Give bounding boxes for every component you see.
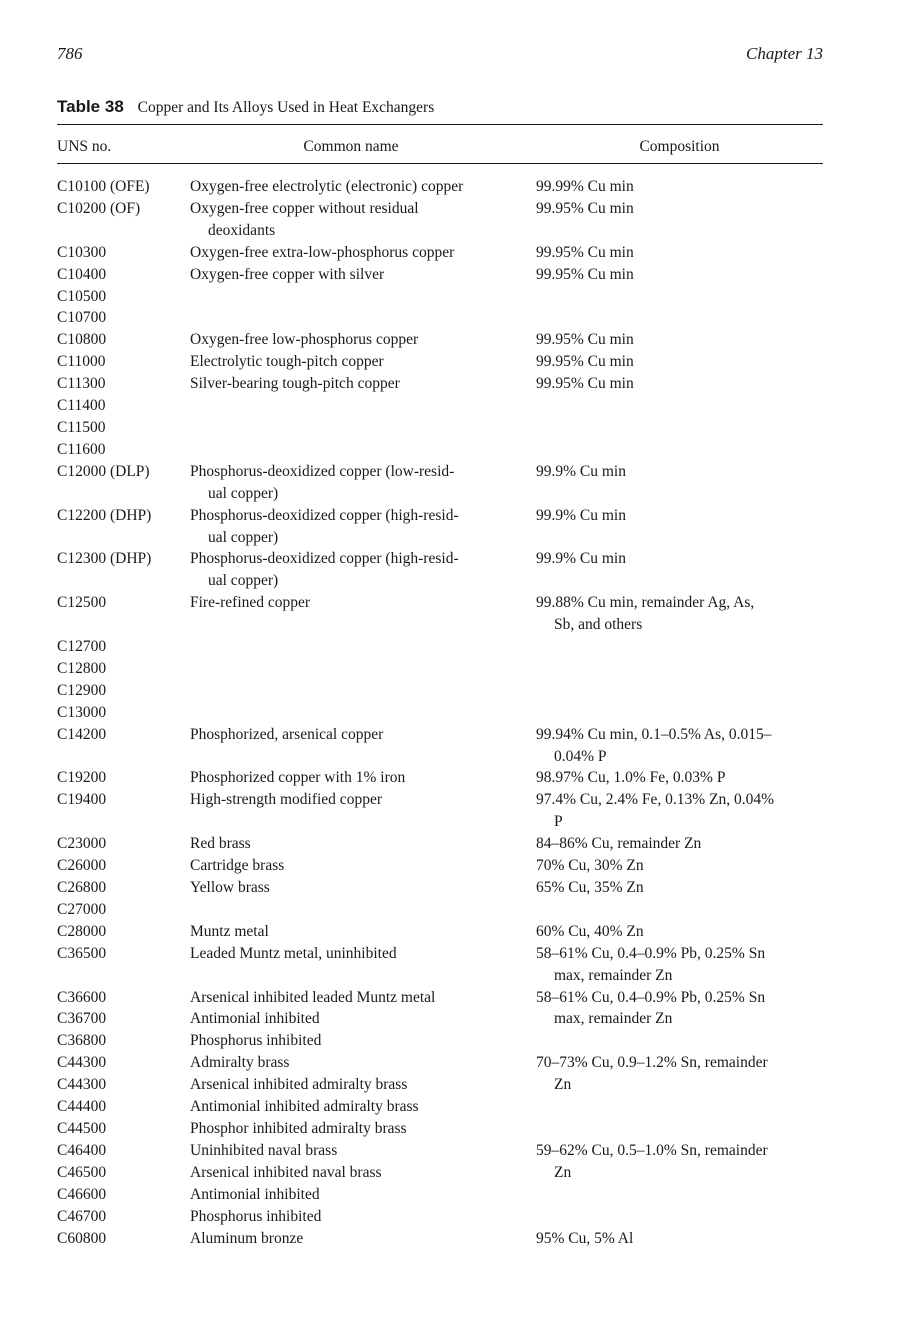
table-title: Copper and Its Alloys Used in Heat Exchangers: [137, 99, 435, 116]
table-row: [57, 329, 823, 351]
uns-number: C12900: [57, 681, 107, 699]
common-name-text: Arsenical inhibited admiralty brass: [190, 1076, 408, 1094]
composition-text: 99.95% Cu min: [536, 199, 634, 217]
composition: [536, 351, 823, 373]
common-name: [190, 877, 536, 899]
table-row: [57, 373, 823, 395]
common-name-text: Oxygen-free low-phosphorus copper: [190, 331, 419, 349]
common-name: [190, 351, 536, 373]
common-name: [190, 658, 536, 680]
common-name-text: Phosphor inhibited admiralty brass: [190, 1119, 407, 1137]
composition: [536, 724, 823, 768]
uns-number: C36800: [57, 1032, 107, 1050]
common-name: [190, 198, 536, 242]
common-name: [190, 724, 536, 768]
common-name: [190, 395, 536, 417]
uns-number: C46400: [57, 1141, 107, 1159]
common-name: [190, 833, 536, 855]
common-name: [190, 921, 536, 943]
table-caption: [57, 97, 434, 117]
table-row: [57, 198, 823, 242]
table-row: [57, 1206, 823, 1228]
composition-text: 99.95% Cu min: [536, 265, 634, 283]
table-row: [57, 417, 823, 439]
composition-text: 99.88% Cu min, remainder Ag, As, Sb, and others: [536, 594, 755, 634]
common-name-text: Oxygen-free copper without residual deoxidants: [190, 199, 419, 239]
common-name: [190, 1184, 536, 1206]
common-name: [190, 987, 536, 1009]
common-name-text: Phosphorus-deoxidized copper (low-resid- ual copper): [190, 462, 455, 502]
composition-text: 99.9% Cu min: [536, 462, 626, 480]
table-row: [57, 987, 823, 1009]
column-header-common-name: Common name: [303, 138, 399, 155]
composition-text: 58–61% Cu, 0.4–0.9% Pb, 0.25% Sn max, remainder Zn: [536, 944, 766, 984]
common-name-text: Oxygen-free electrolytic (electronic) copper: [190, 178, 464, 195]
uns-number: C11400: [57, 397, 106, 415]
common-name: [190, 439, 536, 461]
uns-number: C13000: [57, 703, 107, 721]
table-row: [57, 1184, 823, 1206]
table-row: [57, 767, 823, 789]
composition: [536, 198, 823, 242]
common-name-text: Phosphorus-deoxidized copper (high-resid- ual copper): [190, 550, 459, 590]
uns-number: C12800: [57, 659, 107, 677]
table-row: [57, 702, 823, 724]
table-row: [57, 439, 823, 461]
table-header-rule: [57, 163, 823, 164]
uns-number: C12200 (DHP): [57, 506, 152, 524]
common-name: [190, 855, 536, 877]
common-name: [190, 417, 536, 439]
composition: [536, 1096, 823, 1118]
uns-number: C44500: [57, 1119, 107, 1137]
composition: [536, 1162, 823, 1184]
common-name-text: Yellow brass: [190, 879, 270, 896]
common-name-text: Antimonial inhibited admiralty brass: [190, 1098, 419, 1116]
common-name: [190, 1140, 536, 1162]
composition-text: 59–62% Cu, 0.5–1.0% Sn, remainder: [536, 1141, 768, 1159]
composition: [536, 176, 823, 198]
uns-number: C19400: [57, 791, 107, 809]
common-name-text: Phosphorus-deoxidized copper (high-resid- ual copper): [190, 506, 459, 546]
composition-text: 99.9% Cu min: [536, 506, 626, 524]
common-name-text: Arsenical inhibited leaded Muntz metal: [190, 988, 436, 1006]
table-row: [57, 724, 823, 768]
table-row: [57, 176, 823, 198]
table-row: [57, 351, 823, 373]
table-row: [57, 307, 823, 329]
common-name: [190, 789, 536, 833]
common-name-text: Oxygen-free extra-low-phosphorus copper: [190, 243, 455, 261]
composition: [536, 987, 823, 1009]
uns-number: C14200: [57, 725, 107, 743]
common-name-text: Antimonial inhibited: [190, 1010, 320, 1028]
table-row: [57, 636, 823, 658]
composition-text: Zn: [554, 1076, 572, 1094]
uns-number: C10800: [57, 331, 107, 349]
table-top-rule: [57, 124, 823, 125]
composition: [536, 877, 823, 899]
common-name: [190, 1118, 536, 1140]
uns-number: C19200: [57, 769, 107, 787]
uns-number: C23000: [57, 835, 107, 853]
common-name-text: Phosphorized copper with 1% iron: [190, 769, 406, 787]
uns-number: C10500: [57, 287, 107, 305]
composition: [536, 1184, 823, 1206]
uns-number: C12500: [57, 594, 107, 612]
uns-number: C27000: [57, 900, 107, 918]
uns-number: C36700: [57, 1010, 107, 1028]
column-header-uns: UNS no.: [57, 138, 112, 155]
uns-number: C12300 (DHP): [57, 550, 152, 568]
table-row: [57, 1162, 823, 1184]
common-name: [190, 1030, 536, 1052]
common-name: [190, 264, 536, 286]
composition-text: 99.94% Cu min, 0.1–0.5% As, 0.015– 0.04% P: [536, 725, 772, 765]
composition: [536, 264, 823, 286]
uns-number: C12000 (DLP): [57, 462, 150, 480]
table-row: [57, 242, 823, 264]
composition: [536, 1206, 823, 1228]
common-name: [190, 1206, 536, 1228]
composition: [536, 921, 823, 943]
common-name: [190, 329, 536, 351]
common-name-text: Oxygen-free copper with silver: [190, 265, 385, 283]
composition-text: 99.95% Cu min: [536, 331, 634, 349]
common-name-text: Red brass: [190, 835, 251, 853]
common-name-text: Aluminum bronze: [190, 1229, 304, 1247]
table-row: [57, 1096, 823, 1118]
composition: [536, 1118, 823, 1140]
composition: [536, 1074, 823, 1096]
uns-number: C11000: [57, 353, 106, 371]
table-row: [57, 1118, 823, 1140]
composition: [536, 417, 823, 439]
composition-text: max, remainder Zn: [554, 1010, 673, 1028]
common-name: [190, 1074, 536, 1096]
common-name: [190, 1008, 536, 1030]
uns-number: C10300: [57, 243, 107, 261]
composition-text: Zn: [554, 1163, 572, 1181]
composition-text: 99.9% Cu min: [536, 550, 626, 568]
table-row: [57, 789, 823, 833]
common-name: [190, 1052, 536, 1074]
uns-number: C11500: [57, 418, 106, 436]
common-name: [190, 767, 536, 789]
table-row: [57, 855, 823, 877]
common-name: [190, 1228, 536, 1250]
composition-text: 60% Cu, 40% Zn: [536, 922, 644, 940]
composition: [536, 242, 823, 264]
uns-number: C10200 (OF): [57, 199, 141, 217]
table-row: [57, 877, 823, 899]
composition-text: 99.95% Cu min: [536, 375, 634, 393]
composition: [536, 855, 823, 877]
table-row: [57, 921, 823, 943]
table-row: [57, 395, 823, 417]
table-row: [57, 461, 823, 505]
page-number: 786: [57, 44, 83, 63]
composition-text: 95% Cu, 5% Al: [536, 1229, 634, 1247]
common-name: [190, 548, 536, 592]
composition: [536, 789, 823, 833]
composition: [536, 1140, 823, 1162]
composition-text: 97.4% Cu, 2.4% Fe, 0.13% Zn, 0.04% P: [536, 791, 775, 831]
uns-number: C46700: [57, 1207, 107, 1225]
composition: [536, 505, 823, 549]
table-row: [57, 1228, 823, 1250]
common-name-text: Electrolytic tough-pitch copper: [190, 353, 384, 371]
common-name-text: Uninhibited naval brass: [190, 1141, 338, 1159]
composition: [536, 767, 823, 789]
uns-number: C11600: [57, 440, 106, 458]
composition-text: 65% Cu, 35% Zn: [536, 879, 644, 896]
composition: [536, 1052, 823, 1074]
common-name: [190, 176, 536, 198]
common-name-text: High-strength modified copper: [190, 791, 382, 809]
common-name-text: Phosphorus inhibited: [190, 1032, 322, 1050]
table-row: [57, 264, 823, 286]
composition: [536, 307, 823, 329]
common-name-text: Antimonial inhibited: [190, 1185, 320, 1203]
composition: [536, 548, 823, 592]
uns-number: C10700: [57, 309, 107, 327]
uns-number: C46500: [57, 1163, 107, 1181]
common-name: [190, 1096, 536, 1118]
common-name: [190, 461, 536, 505]
uns-number: C12700: [57, 638, 107, 656]
table-label: Table 38: [57, 97, 124, 116]
composition: [536, 329, 823, 351]
composition: [536, 373, 823, 395]
common-name: [190, 1162, 536, 1184]
composition-text: 99.95% Cu min: [536, 353, 634, 371]
common-name: [190, 592, 536, 636]
table-row: [57, 505, 823, 549]
common-name-text: Fire-refined copper: [190, 594, 311, 612]
uns-number: C26800: [57, 879, 107, 896]
common-name-text: Phosphorus inhibited: [190, 1207, 322, 1225]
composition: [536, 461, 823, 505]
composition-text: 84–86% Cu, remainder Zn: [536, 835, 702, 853]
composition: [536, 899, 823, 921]
table-row: [57, 548, 823, 592]
composition: [536, 833, 823, 855]
uns-number: C60800: [57, 1229, 107, 1247]
table-body: [57, 176, 823, 1249]
uns-number: C36500: [57, 944, 107, 962]
composition: [536, 592, 823, 636]
uns-number: C44300: [57, 1054, 107, 1072]
table-row: [57, 899, 823, 921]
table-row: [57, 1074, 823, 1096]
composition: [536, 680, 823, 702]
composition: [536, 1228, 823, 1250]
common-name: [190, 943, 536, 987]
chapter-heading: Chapter 13: [746, 44, 823, 63]
table-row: [57, 658, 823, 680]
common-name: [190, 242, 536, 264]
common-name: [190, 636, 536, 658]
composition-text: 58–61% Cu, 0.4–0.9% Pb, 0.25% Sn: [536, 988, 766, 1006]
column-header-composition: Composition: [639, 138, 720, 155]
common-name-text: Phosphorized, arsenical copper: [190, 725, 384, 743]
uns-number: C44300: [57, 1076, 107, 1094]
table-row: [57, 1008, 823, 1030]
composition: [536, 702, 823, 724]
composition-text: 70–73% Cu, 0.9–1.2% Sn, remainder: [536, 1054, 768, 1072]
composition: [536, 1008, 823, 1030]
common-name-text: Arsenical inhibited naval brass: [190, 1163, 382, 1181]
common-name: [190, 899, 536, 921]
uns-number: C11300: [57, 375, 106, 393]
composition-text: 99.99% Cu min: [536, 178, 634, 195]
composition-text: 70% Cu, 30% Zn: [536, 857, 644, 875]
common-name-text: Cartridge brass: [190, 857, 285, 875]
common-name-text: Admiralty brass: [190, 1054, 290, 1072]
table-row: [57, 286, 823, 308]
table-row: [57, 1140, 823, 1162]
uns-number: C36600: [57, 988, 107, 1006]
common-name: [190, 286, 536, 308]
uns-number: C46600: [57, 1185, 107, 1203]
composition: [536, 658, 823, 680]
composition: [536, 395, 823, 417]
uns-number: C44400: [57, 1098, 107, 1116]
uns-number: C28000: [57, 922, 107, 940]
table-row: [57, 1030, 823, 1052]
table-row: [57, 1052, 823, 1074]
table-row: [57, 680, 823, 702]
uns-number: C26000: [57, 857, 107, 875]
common-name: [190, 702, 536, 724]
composition: [536, 636, 823, 658]
table-row: [57, 943, 823, 987]
composition-text: 99.95% Cu min: [536, 243, 634, 261]
common-name-text: Leaded Muntz metal, uninhibited: [190, 944, 397, 962]
composition-text: 98.97% Cu, 1.0% Fe, 0.03% P: [536, 769, 726, 787]
uns-number: C10400: [57, 265, 107, 283]
composition: [536, 439, 823, 461]
composition: [536, 943, 823, 987]
uns-number: C10100 (OFE): [57, 178, 150, 195]
common-name-text: Muntz metal: [190, 922, 269, 940]
composition: [536, 1030, 823, 1052]
common-name: [190, 680, 536, 702]
common-name-text: Silver-bearing tough-pitch copper: [190, 375, 400, 393]
common-name: [190, 505, 536, 549]
table-row: [57, 833, 823, 855]
table-row: [57, 592, 823, 636]
common-name: [190, 373, 536, 395]
composition: [536, 286, 823, 308]
common-name: [190, 307, 536, 329]
